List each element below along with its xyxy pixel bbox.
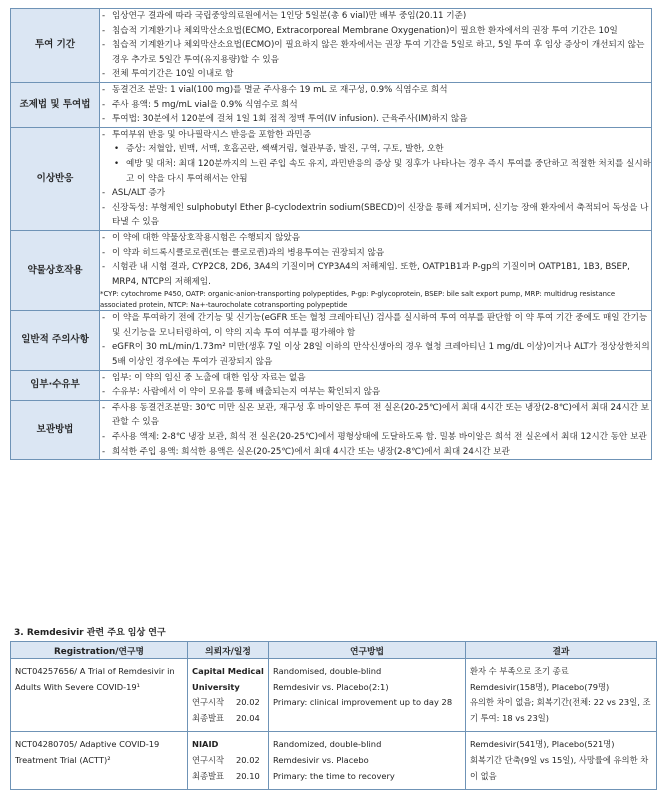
header-results: 결과 xyxy=(466,642,657,659)
bullet-item: - 시험관 내 시험 결과, CYP2C8, 2D6, 3A4의 기질이며 CYP3A4의 저해제임. 또한, OATP1B1과 P-gp의 기질이며 OATP1B1, 1B3, BSEP, MRP4, NTCP의 저해제임. xyxy=(100,260,651,289)
bullet-item: - 신장독성: 부형제인 sulphobutyl Ether β-cyclodextrin sodium(SBECD)이 신장을 통해 제거되며, 신기능 장애 환자에서 축적되어 독성을 나타낼 수 있음 xyxy=(100,201,651,230)
result-line: 회복기간 단축(9일 vs 15일), 사망률에 유의한 차이 없음 xyxy=(470,754,649,781)
schedule-label: 최종발표 xyxy=(192,712,225,723)
row-label: 조제법 및 투여법 xyxy=(11,82,100,127)
info-row xyxy=(11,230,652,310)
trial-sponsor-schedule xyxy=(188,659,269,732)
info-row xyxy=(11,127,652,230)
bullet-item: - 전체 투여기간은 10일 이내로 함 xyxy=(100,67,651,82)
trial-sponsor: NIAID xyxy=(192,739,219,750)
trial-registration: NCT04280705/ Adaptive COVID-19 Treatment Trial (ACTT)² xyxy=(11,732,188,790)
schedule-label: 연구시작 xyxy=(192,754,225,765)
section-title: 3. Remdesivir 관련 주요 임상 연구 xyxy=(14,628,166,638)
row-label: 약물상호작용 xyxy=(11,230,100,310)
bullet-item: - 침습적 기계환기나 체외막산소요법(ECMO)이 필요하지 않은 환자에서는 권장 투여 기간을 5일로 하고, 5일 투여 후 임상 증상이 개선되지 않는 경우 추가로 5일간 투여(유지용량)할 수 있음 xyxy=(100,38,651,67)
bullet-item: - 침습적 기계환기나 체외막산소요법(ECMO, Extracorporeal Membrane Oxygenation)이 필요한 환자에서의 권장 투여 기간은 10일 xyxy=(100,24,651,39)
method-line: Remdesivir vs. Placebo(2:1) xyxy=(273,681,389,692)
bullet-item: - 동결건조 분말: 1 vial(100 mg)를 멸균 주사용수 19 mL 로 재구성, 0.9% 식염수로 희석 xyxy=(100,83,651,98)
schedule-date: 20.02 xyxy=(236,754,260,765)
info-row xyxy=(11,311,652,370)
row-label: 일반적 주의사항 xyxy=(11,311,100,370)
schedule-line xyxy=(192,769,264,785)
method-line: Primary: the time to recovery xyxy=(273,770,395,781)
header-registration: Registration/연구명 xyxy=(11,642,188,659)
sub-bullet-item: • 예방 및 대처: 최대 120분까지의 느린 주입 속도 유지, 과민반응의 증상 및 징후가 나타나는 경우 즉시 투여를 중단하고 적절한 처치를 실시하고 이 약을 다시 투여해서는 안됨 xyxy=(100,157,651,186)
trial-row xyxy=(11,659,657,732)
footnote-text: *CYP: cytochrome P450, OATP: organic-anion-transporting polypeptides, P-gp: P-glycoprotein, BSEP: bile salt export pump, MRP: multidrug resistance associated protein, NTCP: Na+-taurocholate cotransporting polypeptide xyxy=(100,290,616,309)
clinical-trials-table xyxy=(10,641,657,790)
result-line: Remdesivir(541명), Placebo(521명) xyxy=(470,739,615,750)
row-content xyxy=(100,9,652,83)
bullet-item: - 이 약과 히드록시클로로퀸(또는 클로로퀸)과의 병용투여는 권장되지 않음 xyxy=(100,246,651,261)
row-label: 이상반응 xyxy=(11,127,100,230)
bullet-item: - 주사용 동결건조분말: 30℃ 미만 실온 보관, 재구성 후 바이알은 투여 전 실온(20-25℃)에서 최대 4시간 또는 냉장(2-8℃)에서 최대 24시간 보관할 수 있음 xyxy=(100,401,651,430)
row-content xyxy=(100,370,652,400)
trial-methods xyxy=(269,659,466,732)
row-content xyxy=(100,127,652,230)
trial-methods xyxy=(269,732,466,790)
info-row xyxy=(11,82,652,127)
trial-results xyxy=(466,659,657,732)
bullet-item: - 이 약에 대한 약물상호작용시험은 수행되지 않았음 xyxy=(100,231,651,246)
bullet-item: - 투여법: 30분에서 120분에 걸쳐 1일 1회 점적 정맥 투여(IV infusion). 근육주사(IM)하지 않음 xyxy=(100,112,651,127)
bullet-item: - 희석한 주입 용액: 희석한 용액은 실온(20-25℃)에서 최대 4시간 또는 냉장(2-8℃)에서 최대 24시간 보관 xyxy=(100,445,651,460)
schedule-date: 20.04 xyxy=(236,712,260,723)
bullet-item: - 임상연구 결과에 따라 국립중앙의료원에서는 1인당 5일분(총 6 vial)만 배부 중임(20.11 기준) xyxy=(100,9,651,24)
trial-results xyxy=(466,732,657,790)
method-line: Primary: clinical improvement up to day 28 xyxy=(273,697,453,708)
bullet-item: - ASL/ALT 증가 xyxy=(100,186,651,201)
row-content xyxy=(100,400,652,459)
drug-info-table xyxy=(10,8,652,460)
schedule-line xyxy=(192,695,264,711)
schedule-date: 20.10 xyxy=(236,770,260,781)
bullet-item: - eGFR이 30 mL/min/1.73m² 미만(생후 7일 이상 28일 이하의 만삭신생아의 경우 혈청 크레아티닌 1 mg/dL 이상)이거나 ALT가 정상상한치의 5배 이상인 경우에는 투여가 권장되지 않음 xyxy=(100,340,651,369)
trial-row xyxy=(11,732,657,790)
bullet-item: - 수유부: 사람에서 이 약이 모유를 통해 배출되는지 여부는 확인되지 않음 xyxy=(100,385,651,400)
result-line: 환자 수 부족으로 조기 종료 xyxy=(470,666,569,676)
trial-table-header xyxy=(11,642,657,659)
row-label: 임부·수유부 xyxy=(11,370,100,400)
trial-sponsor-schedule xyxy=(188,732,269,790)
result-line: Remdesivir(158명), Placebo(79명) xyxy=(470,681,610,692)
row-label: 보관방법 xyxy=(11,400,100,459)
schedule-label: 최종발표 xyxy=(192,770,225,781)
info-row xyxy=(11,400,652,459)
info-row xyxy=(11,370,652,400)
info-row xyxy=(11,9,652,83)
sub-bullet-item: • 증상: 저혈압, 빈맥, 서맥, 호흡곤란, 쌕쌕거림, 혈관부종, 발진, 구역, 구토, 발한, 오한 xyxy=(100,142,651,157)
trial-sponsor: Capital Medical University xyxy=(192,666,264,692)
header-sponsor: 의뢰자/일정 xyxy=(188,642,269,659)
row-content xyxy=(100,230,652,310)
schedule-line xyxy=(192,753,264,769)
header-methods: 연구방법 xyxy=(269,642,466,659)
schedule-line xyxy=(192,711,264,727)
bullet-item: - 투여부위 반응 및 아나필락시스 반응을 포함한 과민증 xyxy=(100,128,651,143)
method-line: Randomized, double-blind xyxy=(273,739,382,750)
method-line: Remdesivir vs. Placebo xyxy=(273,754,369,765)
bullet-item: - 주사용 액제: 2-8℃ 냉장 보관, 희석 전 실온(20-25℃)에서 평형상태에 도달하도록 함. 밀봉 바이알은 희석 전 실온에서 최대 12시간 동안 보관 xyxy=(100,430,651,445)
bullet-item: - 임부: 이 약의 임신 중 노출에 대한 임상 자료는 없음 xyxy=(100,371,651,386)
row-content xyxy=(100,311,652,370)
schedule-label: 연구시작 xyxy=(192,697,225,708)
trial-registration: NCT04257656/ A Trial of Remdesivir in Adults With Severe COVID-19¹ xyxy=(11,659,188,732)
schedule-date: 20.02 xyxy=(236,697,260,708)
result-line: 유의한 차이 없음; 회복기간(전체: 22 vs 23일, 조기 투여: 18 vs 23일) xyxy=(470,697,651,723)
row-content xyxy=(100,82,652,127)
bullet-item: - 주사 용액: 5 mg/mL vial을 0.9% 식염수로 희석 xyxy=(100,98,651,113)
bullet-item: - 이 약을 투여하기 전에 간기능 및 신기능(eGFR 또는 혈청 크레아티닌) 검사를 실시하여 투여 여부를 판단함 이 약 투여 기간 중에도 매일 간기능 및 신기능을 모니터링하여, 이 약의 지속 투여 여부를 평가해야 함 xyxy=(100,311,651,340)
row-label: 투여 기간 xyxy=(11,9,100,83)
method-line: Randomised, double-blind xyxy=(273,666,382,676)
